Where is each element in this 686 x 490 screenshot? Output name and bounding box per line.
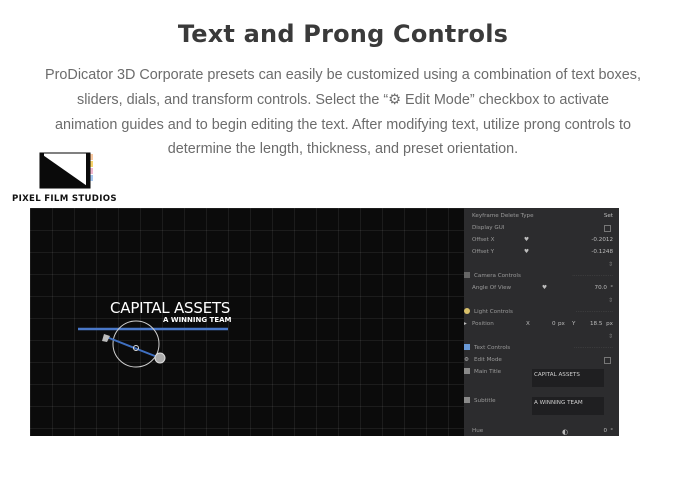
video-viewer bbox=[30, 208, 619, 436]
angle-of-view-unit: ° bbox=[610, 285, 613, 291]
position-x-unit: px bbox=[558, 321, 565, 327]
light-controls-row bbox=[464, 307, 619, 319]
offset-x-label: Offset X bbox=[472, 237, 495, 243]
keyframe-value[interactable]: Set bbox=[603, 213, 613, 219]
stepper-icon[interactable]: ⇕ bbox=[607, 261, 613, 268]
stepper-icon[interactable]: ⇕ bbox=[607, 297, 613, 304]
angle-of-view-value[interactable]: 70.0 bbox=[594, 285, 607, 291]
prong-arm bbox=[104, 336, 160, 358]
stepper-row bbox=[464, 259, 619, 271]
stepper-icon[interactable]: ⇕ bbox=[607, 333, 613, 340]
position-y-unit: px bbox=[606, 321, 613, 327]
stepper-row bbox=[464, 331, 619, 343]
main-title-label: Main Title bbox=[474, 369, 502, 375]
edit-mode-row bbox=[464, 355, 619, 367]
text-field-icon bbox=[464, 397, 470, 403]
display-gui-row bbox=[464, 223, 619, 235]
keyframe-row[interactable] bbox=[464, 211, 619, 223]
offset-x-value[interactable]: -0.2012 bbox=[591, 237, 613, 243]
subtitle-label: Subtitle bbox=[474, 398, 496, 404]
hue-dial-icon[interactable]: ◐ bbox=[562, 428, 569, 436]
keyframe-icon[interactable]: ♥ bbox=[524, 237, 530, 243]
light-icon bbox=[464, 308, 470, 314]
position-x-value[interactable]: 0 bbox=[552, 321, 556, 327]
keyframe-icon[interactable]: ♥ bbox=[542, 285, 548, 291]
offset-y-value[interactable]: -0.1248 bbox=[591, 249, 613, 255]
camera-controls-label: Camera Controls bbox=[474, 273, 521, 279]
hue-row bbox=[464, 426, 619, 436]
description-line: animation guides and to begin editing the text. After modifying text, utilize prong controls to bbox=[55, 116, 631, 133]
hue-label: Hue bbox=[472, 428, 484, 434]
inspector-panel bbox=[464, 208, 619, 436]
disclosure-triangle-icon[interactable]: ▸ bbox=[464, 321, 467, 327]
subtitle-value: A WINNING TEAM bbox=[534, 400, 583, 406]
offset-x-row bbox=[464, 235, 619, 247]
offset-y-row bbox=[464, 247, 619, 259]
edit-mode-checkbox[interactable] bbox=[604, 357, 611, 364]
section-rule: ····················· bbox=[575, 309, 613, 315]
section-rule: ······················· bbox=[572, 273, 613, 279]
light-controls-label: Light Controls bbox=[474, 309, 513, 315]
canvas-viewport[interactable] bbox=[30, 208, 464, 436]
description-line: ProDicator 3D Corporate presets can easily be customized using a combination of text boxes, bbox=[45, 67, 641, 83]
description-line: determine the length, thickness, and preset orientation. bbox=[167, 141, 519, 158]
offset-y-label: Offset Y bbox=[472, 249, 495, 255]
position-row bbox=[464, 319, 619, 331]
subtitle-field[interactable] bbox=[532, 397, 604, 415]
stepper-row bbox=[464, 295, 619, 307]
hue-value[interactable]: 0 bbox=[603, 428, 607, 434]
edit-mode-label: Edit Mode bbox=[474, 357, 502, 363]
gear-icon: ⚙ bbox=[464, 357, 470, 363]
display-gui-label: Display GUI bbox=[472, 225, 505, 231]
camera-icon bbox=[464, 272, 470, 278]
keyframe-icon[interactable]: ♥ bbox=[524, 249, 530, 255]
prong-handle[interactable] bbox=[155, 353, 165, 363]
prong-guides bbox=[30, 208, 464, 436]
hue-unit: ° bbox=[610, 428, 613, 434]
description bbox=[18, 63, 668, 162]
position-label: Position bbox=[472, 321, 494, 327]
text-field-icon bbox=[464, 368, 470, 374]
section-rule: ······················ bbox=[573, 345, 613, 351]
angle-of-view-label: Angle Of View bbox=[472, 285, 512, 291]
text-controls-row bbox=[464, 343, 619, 355]
overlay-title: CAPITAL ASSETS bbox=[110, 299, 231, 317]
angle-of-view-row bbox=[464, 283, 619, 295]
position-y-value[interactable]: 18.5 bbox=[590, 321, 603, 327]
prong-anchor-handle[interactable] bbox=[102, 334, 110, 342]
logo-text: PIXEL FILM STUDIOS bbox=[12, 194, 117, 204]
keyframe-label: Keyframe Delete Type bbox=[472, 213, 534, 219]
overlay-subtitle: A WINNING TEAM bbox=[163, 316, 232, 324]
main-title-value: CAPITAL ASSETS bbox=[534, 372, 580, 378]
film-logo-icon bbox=[12, 150, 122, 194]
pixel-film-studios-logo bbox=[12, 150, 122, 206]
display-gui-checkbox[interactable] bbox=[604, 225, 611, 232]
text-controls-label: Text Controls bbox=[474, 345, 511, 351]
main-title-field[interactable] bbox=[532, 369, 604, 387]
description-line: sliders, dials, and transform controls. Select the “⚙︎ Edit Mode” checkbox to activate bbox=[77, 91, 609, 108]
text-icon bbox=[464, 344, 470, 350]
camera-controls-row bbox=[464, 271, 619, 283]
position-x-label: X bbox=[526, 321, 530, 327]
page-title: Text and Prong Controls bbox=[177, 20, 509, 48]
position-y-label: Y bbox=[572, 321, 576, 327]
